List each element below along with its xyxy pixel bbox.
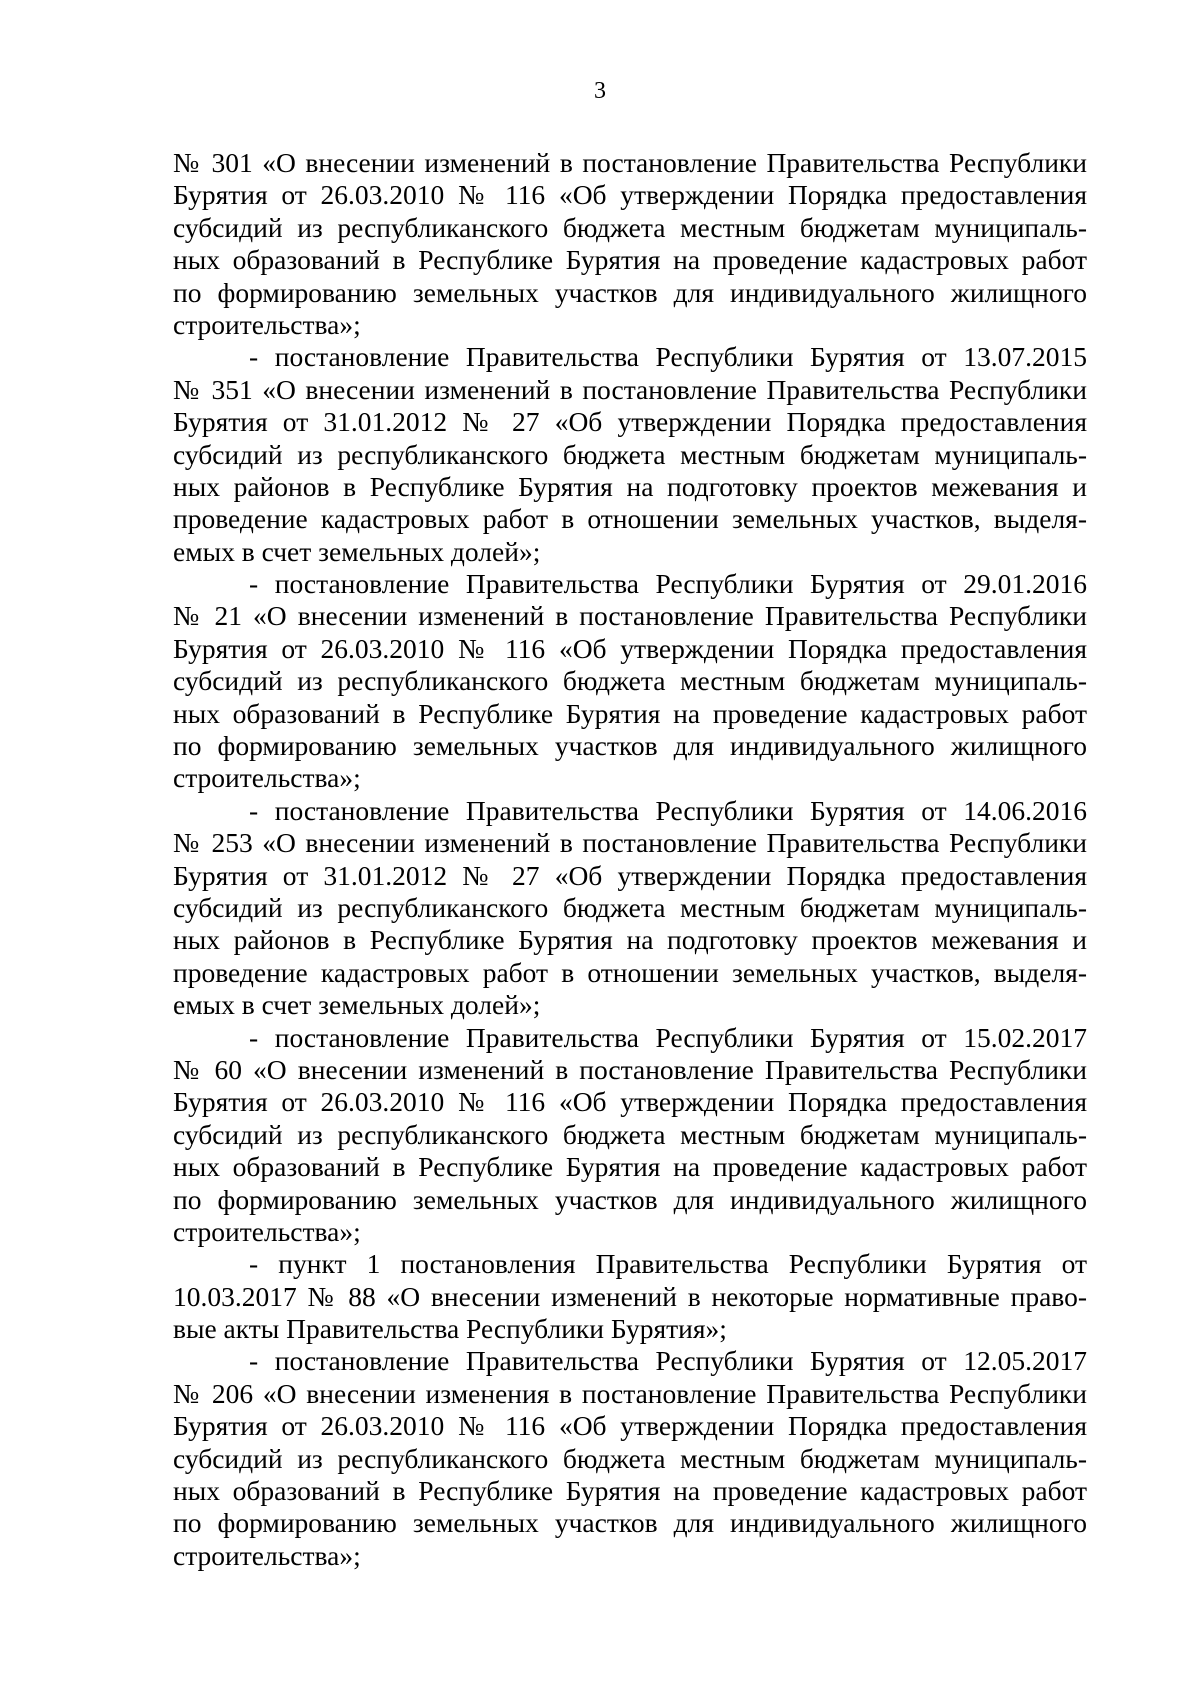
document-body [173, 147, 1087, 1572]
text-line: емых в счет земельных долей»; [173, 989, 541, 1021]
text-line: строительства»; [173, 1215, 361, 1247]
text-line: № 60 «О внесении изменений в постановление Правительства Республики [173, 1053, 1087, 1085]
text-line: № 301 «О внесении изменений в постановление Правительства Республики [173, 147, 1087, 178]
text-line: субсидий из республиканского бюджета местным бюджетам муниципаль- [173, 438, 1087, 470]
text-line: по формированию земельных участков для индивидуального жилищного [173, 276, 1087, 308]
text-line: № 351 «О внесении изменений в постановление Правительства Республики [173, 373, 1087, 405]
paragraph-first-line: - постановление Правительства Республики Бурятия от 13.07.2015 [249, 341, 1087, 373]
text-line: ных образований в Республике Бурятия на проведение кадастровых работ [173, 697, 1087, 729]
text-line: проведение кадастровых работ в отношении земельных участков, выделя- [173, 503, 1087, 535]
text-line: субсидий из республиканского бюджета местным бюджетам муниципаль- [173, 1118, 1087, 1150]
text-line: ных образований в Республике Бурятия на проведение кадастровых работ [173, 1151, 1087, 1183]
text-line: Бурятия от 26.03.2010 № 116 «Об утверждении Порядка предоставления [173, 179, 1087, 211]
text-line: емых в счет земельных долей»; [173, 535, 541, 567]
paragraph-first-line: - постановление Правительства Республики Бурятия от 14.06.2016 [249, 794, 1087, 826]
paragraph-first-line: - постановление Правительства Республики Бурятия от 15.02.2017 [249, 1021, 1087, 1053]
text-line: Бурятия от 31.01.2012 № 27 «Об утверждении Порядка предоставления [173, 859, 1087, 891]
text-line: ных районов в Республике Бурятия на подготовку проектов межевания и [173, 470, 1087, 502]
text-line: № 206 «О внесении изменения в постановление Правительства Республики [173, 1377, 1087, 1409]
text-line: строительства»; [173, 308, 361, 340]
text-line: субсидий из республиканского бюджета местным бюджетам муниципаль- [173, 891, 1087, 923]
text-line: субсидий из республиканского бюджета местным бюджетам муниципаль- [173, 211, 1087, 243]
text-line: субсидий из республиканского бюджета местным бюджетам муниципаль- [173, 665, 1087, 697]
text-line: по формированию земельных участков для индивидуального жилищного [173, 1507, 1087, 1539]
text-line: 10.03.2017 № 88 «О внесении изменений в некоторые нормативные право- [173, 1280, 1087, 1312]
paragraph-first-line: - постановление Правительства Республики Бурятия от 12.05.2017 [249, 1345, 1087, 1377]
text-line: проведение кадастровых работ в отношении земельных участков, выделя- [173, 956, 1087, 988]
text-line: Бурятия от 26.03.2010 № 116 «Об утверждении Порядка предоставления [173, 1410, 1087, 1442]
text-line: по формированию земельных участков для индивидуального жилищного [173, 730, 1087, 762]
text-line: строительства»; [173, 1539, 361, 1571]
text-line: строительства»; [173, 762, 361, 794]
text-line: субсидий из республиканского бюджета местным бюджетам муниципаль- [173, 1442, 1087, 1474]
paragraph-first-line: - пункт 1 постановления Правительства Республики Бурятия от [249, 1248, 1087, 1280]
text-line: Бурятия от 31.01.2012 № 27 «Об утверждении Порядка предоставления [173, 406, 1087, 438]
text-line: № 253 «О внесении изменений в постановление Правительства Республики [173, 827, 1087, 859]
text-line: по формированию земельных участков для индивидуального жилищного [173, 1183, 1087, 1215]
text-line: Бурятия от 26.03.2010 № 116 «Об утверждении Порядка предоставления [173, 632, 1087, 664]
text-line: ных районов в Республике Бурятия на подготовку проектов межевания и [173, 924, 1087, 956]
text-line: № 21 «О внесении изменений в постановление Правительства Республики [173, 600, 1087, 632]
paragraph-first-line: - постановление Правительства Республики Бурятия от 29.01.2016 [249, 568, 1087, 600]
text-line: ных образований в Республике Бурятия на проведение кадастровых работ [173, 244, 1087, 276]
text-line: Бурятия от 26.03.2010 № 116 «Об утверждении Порядка предоставления [173, 1086, 1087, 1118]
text-line: вые акты Правительства Республики Бурятия»; [173, 1313, 727, 1345]
page-number: 3 [594, 78, 606, 104]
text-line: ных образований в Республике Бурятия на проведение кадастровых работ [173, 1475, 1087, 1507]
